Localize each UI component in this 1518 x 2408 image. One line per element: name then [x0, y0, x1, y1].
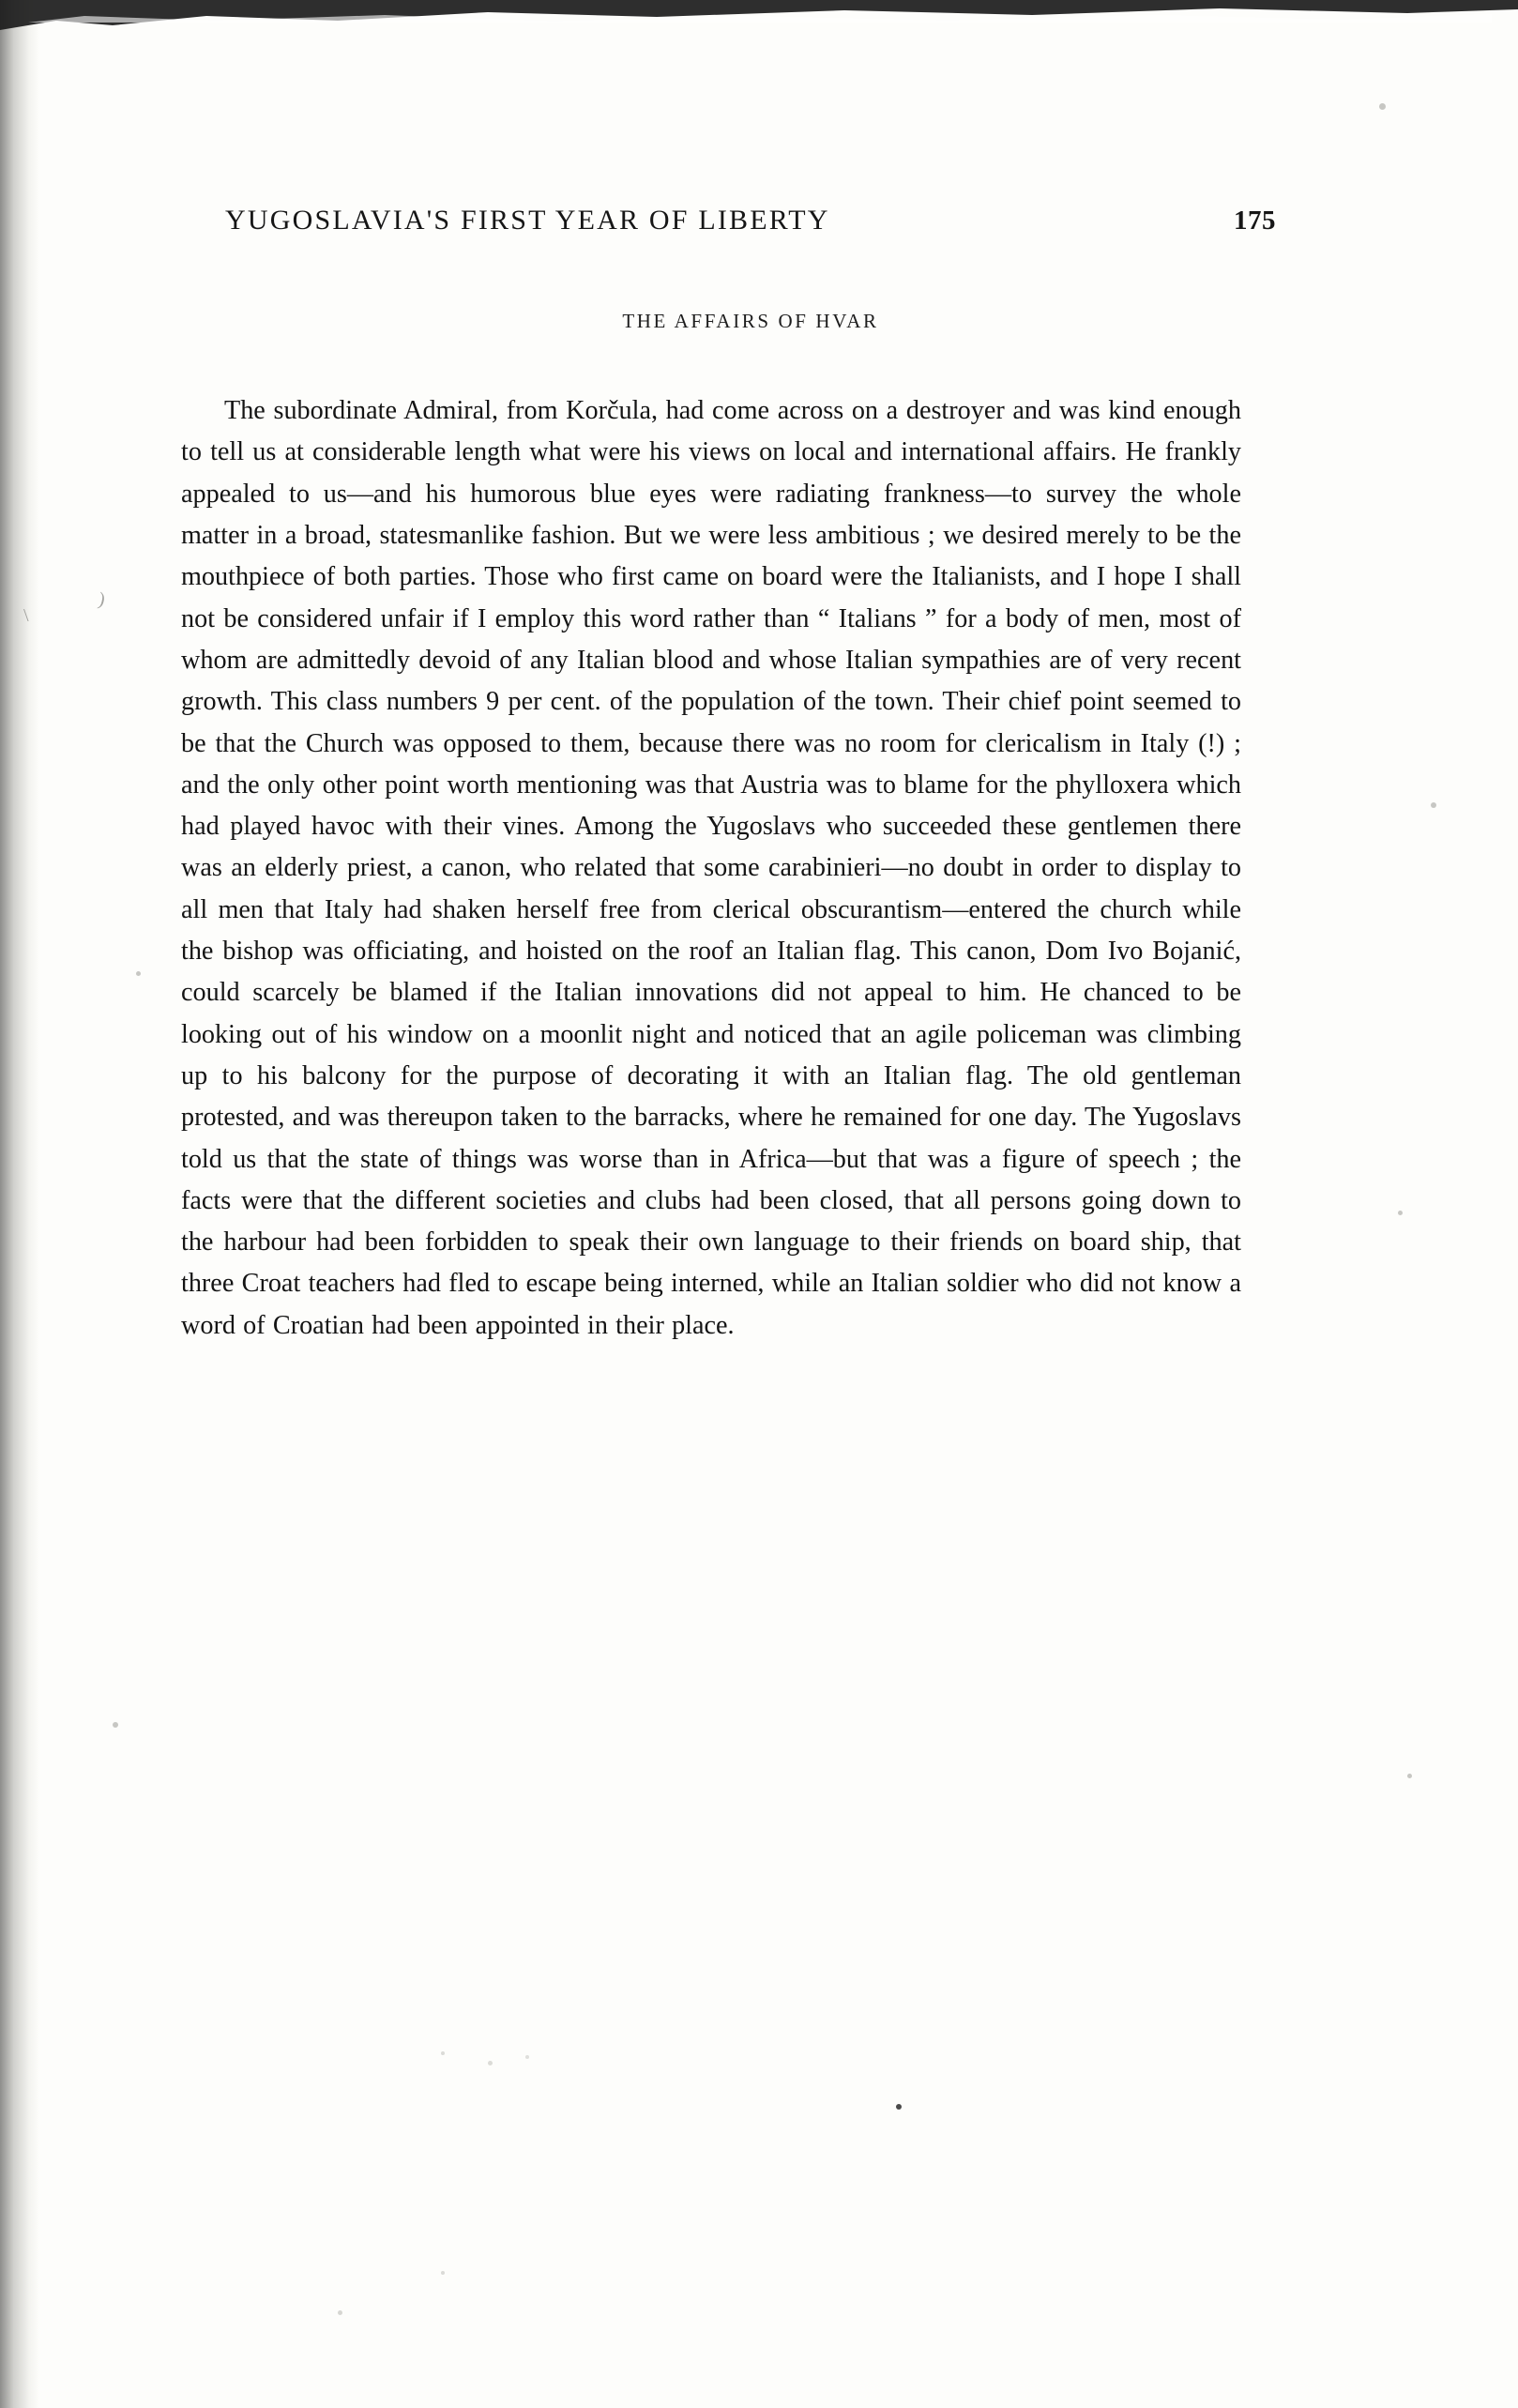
scan-speck	[1379, 103, 1386, 110]
page-footer-mark	[896, 2104, 902, 2110]
body-text: The subordinate Admiral, from Korčula, had come across on a destroyer and was kind enough to tell us at considerable length what were his views on local and international affairs. He frankly appealed to us—and his humorous blue eyes were radiating frankness—to survey the whole matter in a broad, statesmanlike fashion. But we were less ambitious ; we desired merely to be the mouthpiece of both parties. Those who first came on board were the Italianists, and I hope I shall not be considered unfair if I employ this word rather than “ Italians ” for a body of men, most of whom are admittedly devoid of any Italian blood and whose Italian sympathies are of very recent growth. This class numbers 9 per cent. of the population of the town. Their chief point seemed to be that the Church was opposed to them, because there was no room for clericalism in Italy (!) ; and the only other point worth mentioning was that Austria was to blame for the phylloxera which had played havoc with their vines. Among the Yugoslavs who succeeded these gentlemen there was an elderly priest, a canon, who related that some carabinieri—no doubt in order to display to all men that Italy had shaken herself free from clerical obscurantism—entered the church while the bishop was officiating, and hoisted on the roof an Italian flag. This canon, Dom Ivo Bojanić, could scarcely be blamed if the Italian innovations did not appeal to him. He chanced to be looking out of his window on a moonlit night and noticed that an agile policeman was climbing up to his balcony for the purpose of decorating it with an Italian flag. The old gentleman protested, and was thereupon taken to the barracks, where he remained for one day. The Yugoslavs told us that the state of things was worse than in Africa—but that was a figure of speech ; the facts were that the different societies and clubs had been closed, that all persons going down to the harbour had been forbidden to speak their own language to their friends on board ship, that three Croat teachers had fled to escape being interned, while an Italian soldier who did not know a word of Croatian had been appointed in their place.	[181, 396, 1241, 1340]
body-paragraph	[181, 390, 1241, 1347]
scan-speck	[441, 2051, 445, 2055]
scan-speck	[441, 2271, 445, 2275]
running-head	[225, 205, 1276, 236]
scan-speck	[113, 1722, 118, 1728]
scan-speck	[1431, 802, 1436, 808]
scan-speck	[1398, 1211, 1403, 1215]
page-number: 175	[1234, 206, 1276, 236]
margin-mark-2: )	[96, 588, 107, 611]
scan-speck	[488, 2061, 493, 2065]
section-heading: THE AFFAIRS OF HVAR	[622, 310, 879, 332]
margin-mark-1: \	[23, 605, 29, 626]
scan-speck	[1407, 1774, 1412, 1778]
running-head-title: YUGOSLAVIA'S FIRST YEAR OF LIBERTY	[225, 205, 830, 236]
scan-speck	[525, 2055, 529, 2059]
scan-speck	[338, 2310, 342, 2315]
scan-speck	[136, 971, 141, 976]
